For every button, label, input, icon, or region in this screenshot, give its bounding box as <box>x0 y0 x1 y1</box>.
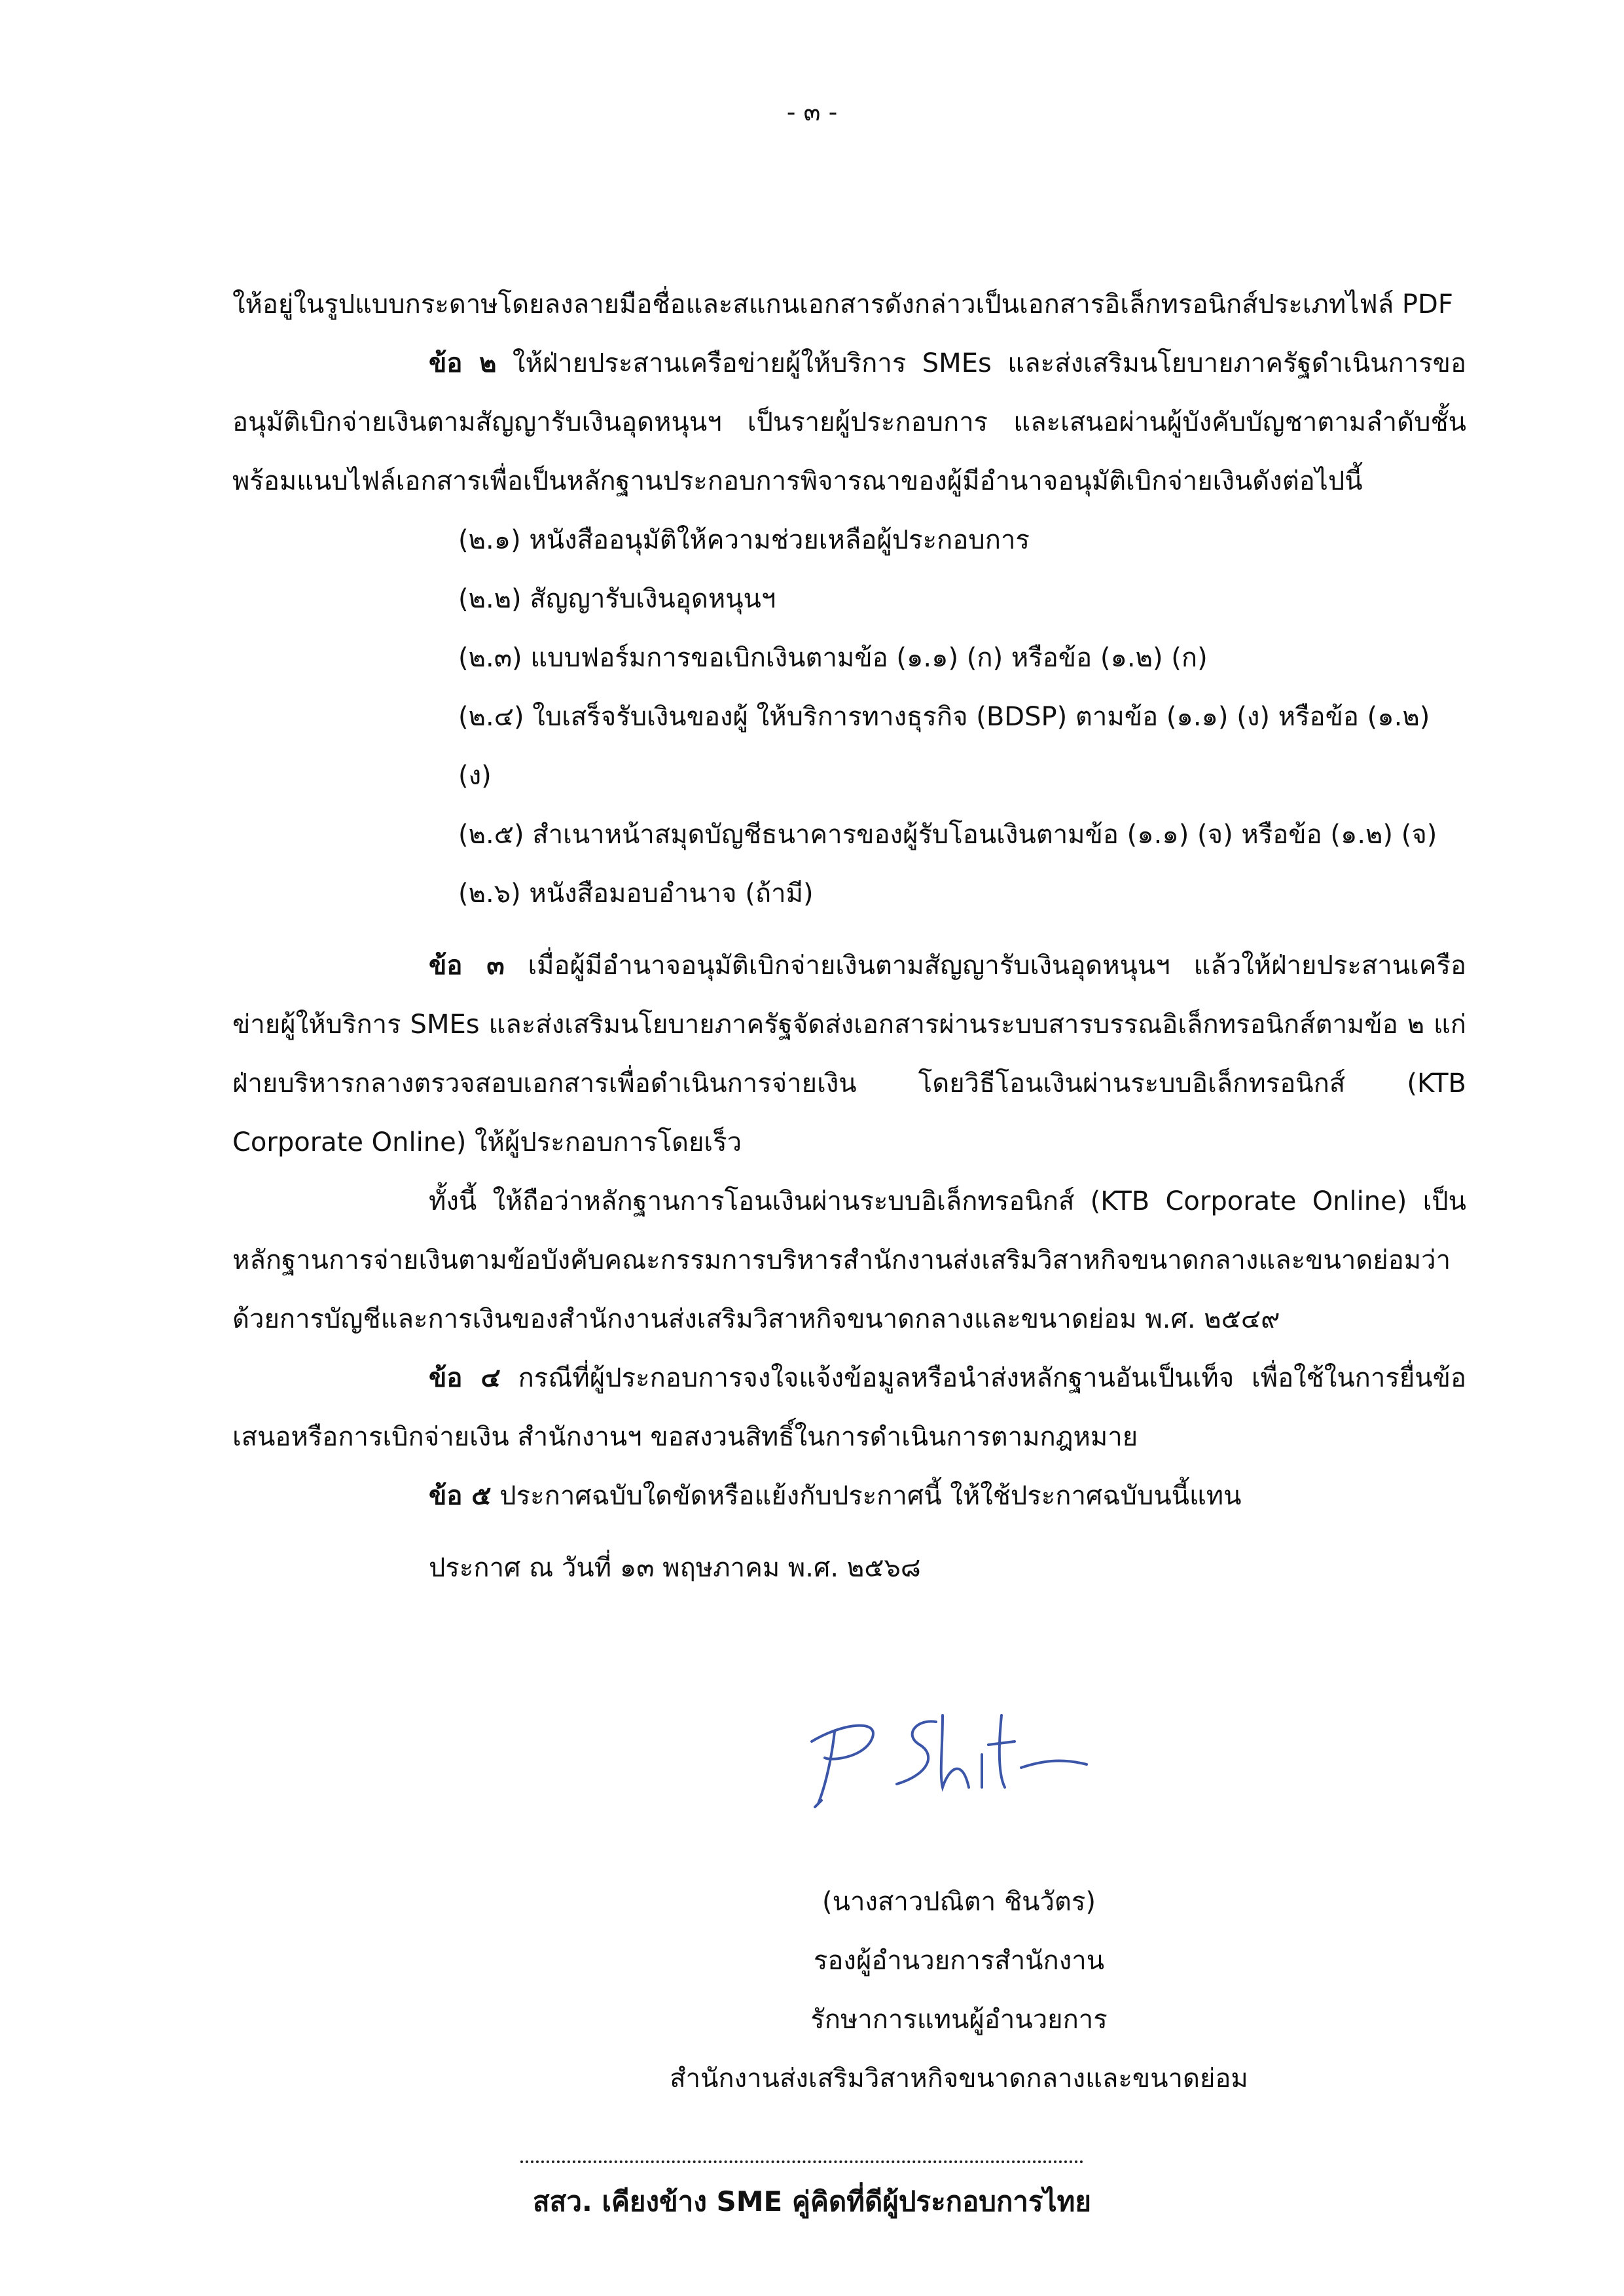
announcement-date: ประกาศ ณ วันที่ ๑๓ พฤษภาคม พ.ศ. ๒๕๖๘ <box>429 1553 921 1583</box>
list-item: (๒.๑) หนังสืออนุมัติให้ความช่วยเหลือผู้ประกอบการ <box>458 525 1030 555</box>
document-list <box>232 511 1466 923</box>
footer-divider <box>520 2160 1083 2163</box>
list-item: (๒.๒) สัญญารับเงินอุดหนุนฯ <box>458 584 776 614</box>
clause-5-text: ประกาศฉบับใดขัดหรือแย้งกับประกาศนี้ ให้ใช้ประกาศฉบับนนี้แทน <box>491 1481 1242 1511</box>
clause-2-text: ให้ฝ่ายประสานเครือข่ายผู้ให้บริการ SMEs และส่งเสริมนโยบายภาครัฐดำเนินการขออนุมัติเบิกจ่ายเงินตามสัญญารับเงินอุดหนุนฯ เป็นรายผู้ประกอบการ และเสนอผ่านผู้บังคับบัญชาตามลำดับชั้น พร้อมแนบไฟล์เอกสารเพื่อเป็นหลักฐานประกอบการพิจารณาของผู้มีอำนาจอนุมัติเบิกจ่ายเงินดังต่อไปนี้ <box>232 348 1466 496</box>
clause-2 <box>232 334 1466 511</box>
clause-2-label: ข้อ ๒ <box>429 348 497 378</box>
list-item: (๒.๔) ใบเสร็จรับเงินของผู้ ให้บริการทางธุรกิจ (BDSP) ตามข้อ (๑.๑) (ง) หรือข้อ (๑.๒) (ง) <box>458 702 1430 791</box>
clause-4-text: กรณีที่ผู้ประกอบการจงใจแจ้งข้อมูลหรือนำส่งหลักฐานอันเป็นเท็จ เพื่อใช้ในการยื่นข้อเสนอหรือการเบิกจ่ายเงิน สำนักงานฯ ขอสงวนสิทธิ์ในการดำเนินการตามกฎหมาย <box>232 1363 1466 1452</box>
clause-3-text: เมื่อผู้มีอำนาจอนุมัติเบิกจ่ายเงินตามสัญญารับเงินอุดหนุนฯ แล้วให้ฝ่ายประสานเครือข่ายผู้ให้บริการ SMEs และส่งเสริมนโยบายภาครัฐจัดส่งเอกสารผ่านระบบสารบรรณอิเล็กทรอนิกส์ตามข้อ ๒ แก่ฝ่ายบริหารกลางตรวจสอบเอกสารเพื่อดำเนินการจ่ายเงิน โดยวิธีโอนเงินผ่านระบบอิเล็กทรอนิกส์ (KTB Corporate Online) ให้ผู้ประกอบการโดยเร็ว <box>232 951 1467 1157</box>
signer-title: รองผู้อำนวยการสำนักงาน <box>813 1946 1105 1976</box>
clause-4-label: ข้อ ๔ <box>429 1363 501 1393</box>
list-item: (๒.๖) หนังสือมอบอำนาจ (ถ้ามี) <box>458 879 814 909</box>
signer-organization: สำนักงานส่งเสริมวิสาหกิจขนาดกลางและขนาดย่อม <box>670 2064 1248 2094</box>
clause-3-label: ข้อ ๓ <box>429 951 505 981</box>
clause-5 <box>232 1467 1466 1525</box>
clause-3-note: ทั้งนี้ ให้ถือว่าหลักฐานการโอนเงินผ่านระบบอิเล็กทรอนิกส์ (KTB Corporate Online) เป็นหลักฐานการจ่ายเงินตามข้อบังคับคณะกรรมการบริหารสำนักงานส่งเสริมวิสาหกิจขนาดกลางและขนาดย่อมว่าด้วยการบัญชีและการเงินของสำนักงานส่งเสริมวิสาหกิจขนาดกลางและขนาดย่อม พ.ศ. ๒๕๔๙ <box>232 1186 1466 1334</box>
signature-image <box>785 1696 1100 1813</box>
paragraph-continued: ให้อยู่ในรูปแบบกระดาษโดยลงลายมือชื่อและสแกนเอกสารดังกล่าวเป็นเอกสารอิเล็กทรอนิกส์ประเภทไฟล์ PDF <box>232 289 1453 319</box>
signature-block <box>589 1872 1329 2108</box>
list-item: (๒.๕) สำเนาหน้าสมุดบัญชีธนาคารของผู้รับโอนเงินตามข้อ (๑.๑) (จ) หรือข้อ (๑.๒) (จ) <box>458 820 1437 850</box>
footer-slogan: สสว. เคียงข้าง SME คู่คิดที่ดีผู้ประกอบการไทย <box>533 2185 1091 2217</box>
clause-4 <box>232 1349 1466 1467</box>
clause-3 <box>232 936 1466 1172</box>
clause-5-label: ข้อ ๕ <box>429 1481 492 1511</box>
list-item: (๒.๓) แบบฟอร์มการขอเบิกเงินตามข้อ (๑.๑) (ก) หรือข้อ (๑.๒) (ก) <box>458 643 1208 673</box>
page-number: - ๓ - <box>786 98 838 126</box>
document-body <box>232 275 1466 1597</box>
signer-name: (นางสาวปณิตา ชินวัตร) <box>822 1887 1096 1917</box>
signer-acting-title: รักษาการแทนผู้อำนวยการ <box>810 2005 1108 2035</box>
